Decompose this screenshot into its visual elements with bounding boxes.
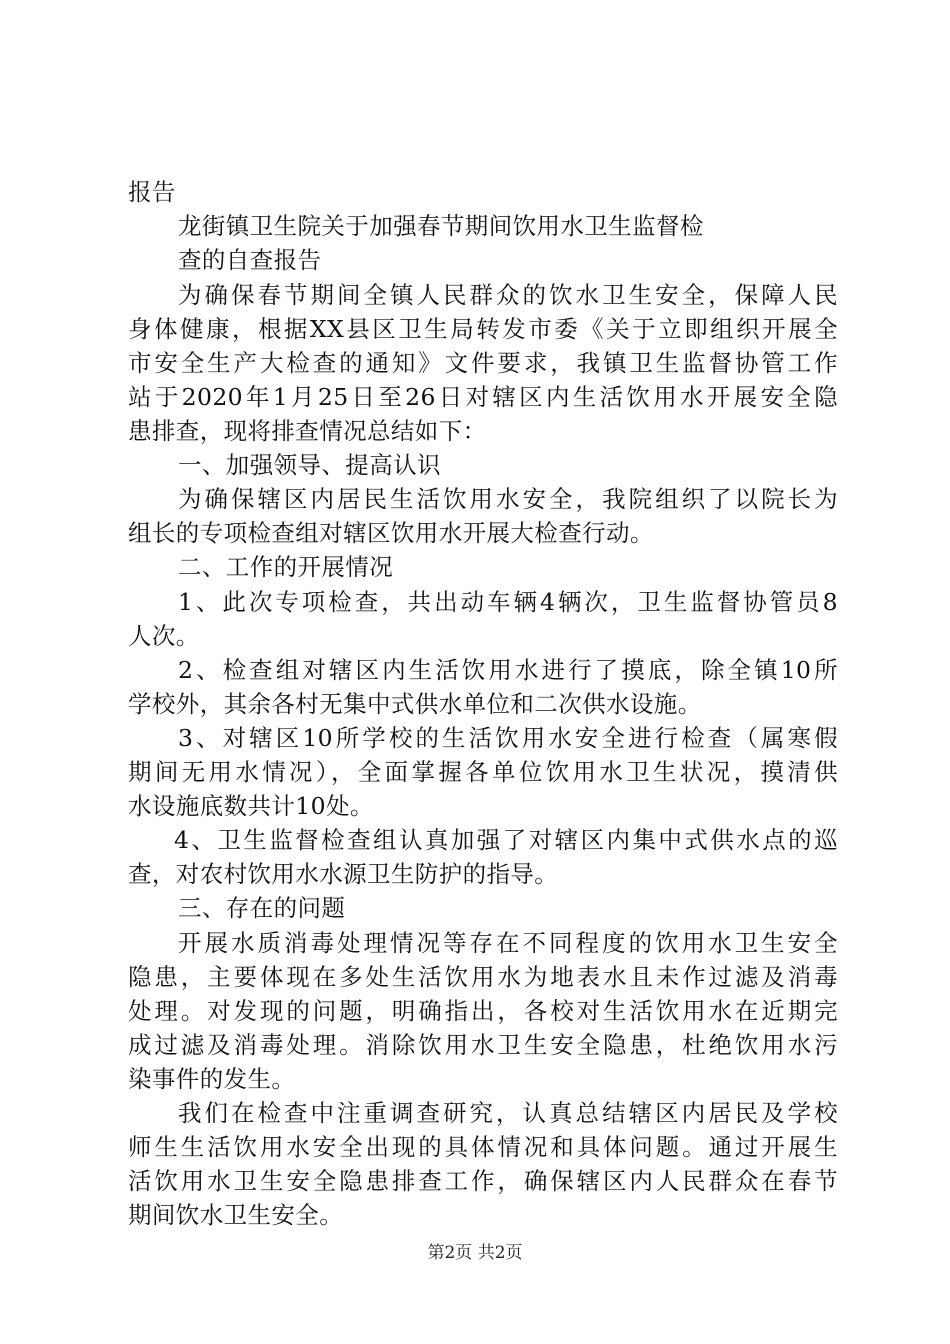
section-3-line: 处理。对发现的问题，明确指出，各校对生活饮用水在近期完 [128,997,838,1025]
section-3-line: 隐患，主要体现在多处生活饮用水为地表水且未作过滤及消毒 [128,963,838,991]
section-heading-1: 一、加强领导、提高认识 [178,451,441,479]
section-heading-3: 三、存在的问题 [178,894,346,922]
doc-line-heading-fragment: 报告 [128,178,176,206]
section-2-item-4-line: 查，对农村饮用水水源卫生防护的指导。 [128,860,559,888]
paragraph-intro-line: 患排查，现将排查情况总结如下： [128,417,487,445]
doc-title-line-1: 龙街镇卫生院关于加强春节期间饮用水卫生监督检 [178,212,704,240]
paragraph-intro-line: 身体健康，根据XX县区卫生局转发市委《关于立即组织开展全 [128,315,838,343]
page-number-footer: 第2页 共2页 [427,1243,523,1263]
closing-paragraph-line: 活饮用水卫生安全隐患排查工作，确保辖区内人民群众在春节 [128,1167,838,1195]
section-2-item-2-line: 学校外，其余各村无集中式供水单位和二次供水设施。 [128,690,702,718]
section-3-line: 染事件的发生。 [128,1065,296,1093]
paragraph-intro-line: 市安全生产大检查的通知》文件要求，我镇卫生监督协管工作 [128,349,838,377]
section-2-item-1-line: 1、此次专项检查，共出动车辆4辆次，卫生监督协管员8 [178,588,838,616]
paragraph-intro-line: 站于2020年1月25日至26日对辖区内生活饮用水开展安全隐 [128,383,838,411]
closing-paragraph-line: 我们在检查中注重调查研究，认真总结辖区内居民及学校 [178,1099,838,1127]
section-3-line: 开展水质消毒处理情况等存在不同程度的饮用水卫生安全 [178,929,838,957]
section-2-item-3-line: 3、对辖区10所学校的生活饮用水安全进行检查（属寒假 [178,724,838,752]
paragraph-intro-line: 为确保春节期间全镇人民群众的饮水卫生安全，保障人民 [178,281,838,309]
closing-paragraph-line: 师生生活饮用水安全出现的具体情况和具体问题。通过开展生 [128,1133,838,1161]
section-2-item-1-line: 人次。 [128,622,200,650]
section-1-line: 组长的专项检查组对辖区饮用水开展大检查行动。 [128,519,654,547]
section-3-line: 成过滤及消毒处理。消除饮用水卫生安全隐患，杜绝饮用水污 [128,1031,838,1059]
section-2-item-3-line: 水设施底数共计10处。 [128,792,374,820]
section-2-item-3-line: 期间无用水情况），全面掌握各单位饮用水卫生状况，摸清供 [128,758,838,786]
doc-title-line-2: 查的自查报告 [178,246,322,274]
section-1-line: 为确保辖区内居民生活饮用水安全，我院组织了以院长为 [178,485,838,513]
section-2-item-4-line: 4、卫生监督检查组认真加强了对辖区内集中式供水点的巡 [174,826,838,854]
closing-paragraph-line: 期间饮水卫生安全。 [128,1201,344,1229]
section-2-item-2-line: 2、检查组对辖区内生活饮用水进行了摸底，除全镇10所 [178,656,838,684]
section-heading-2: 二、工作的开展情况 [178,553,394,581]
